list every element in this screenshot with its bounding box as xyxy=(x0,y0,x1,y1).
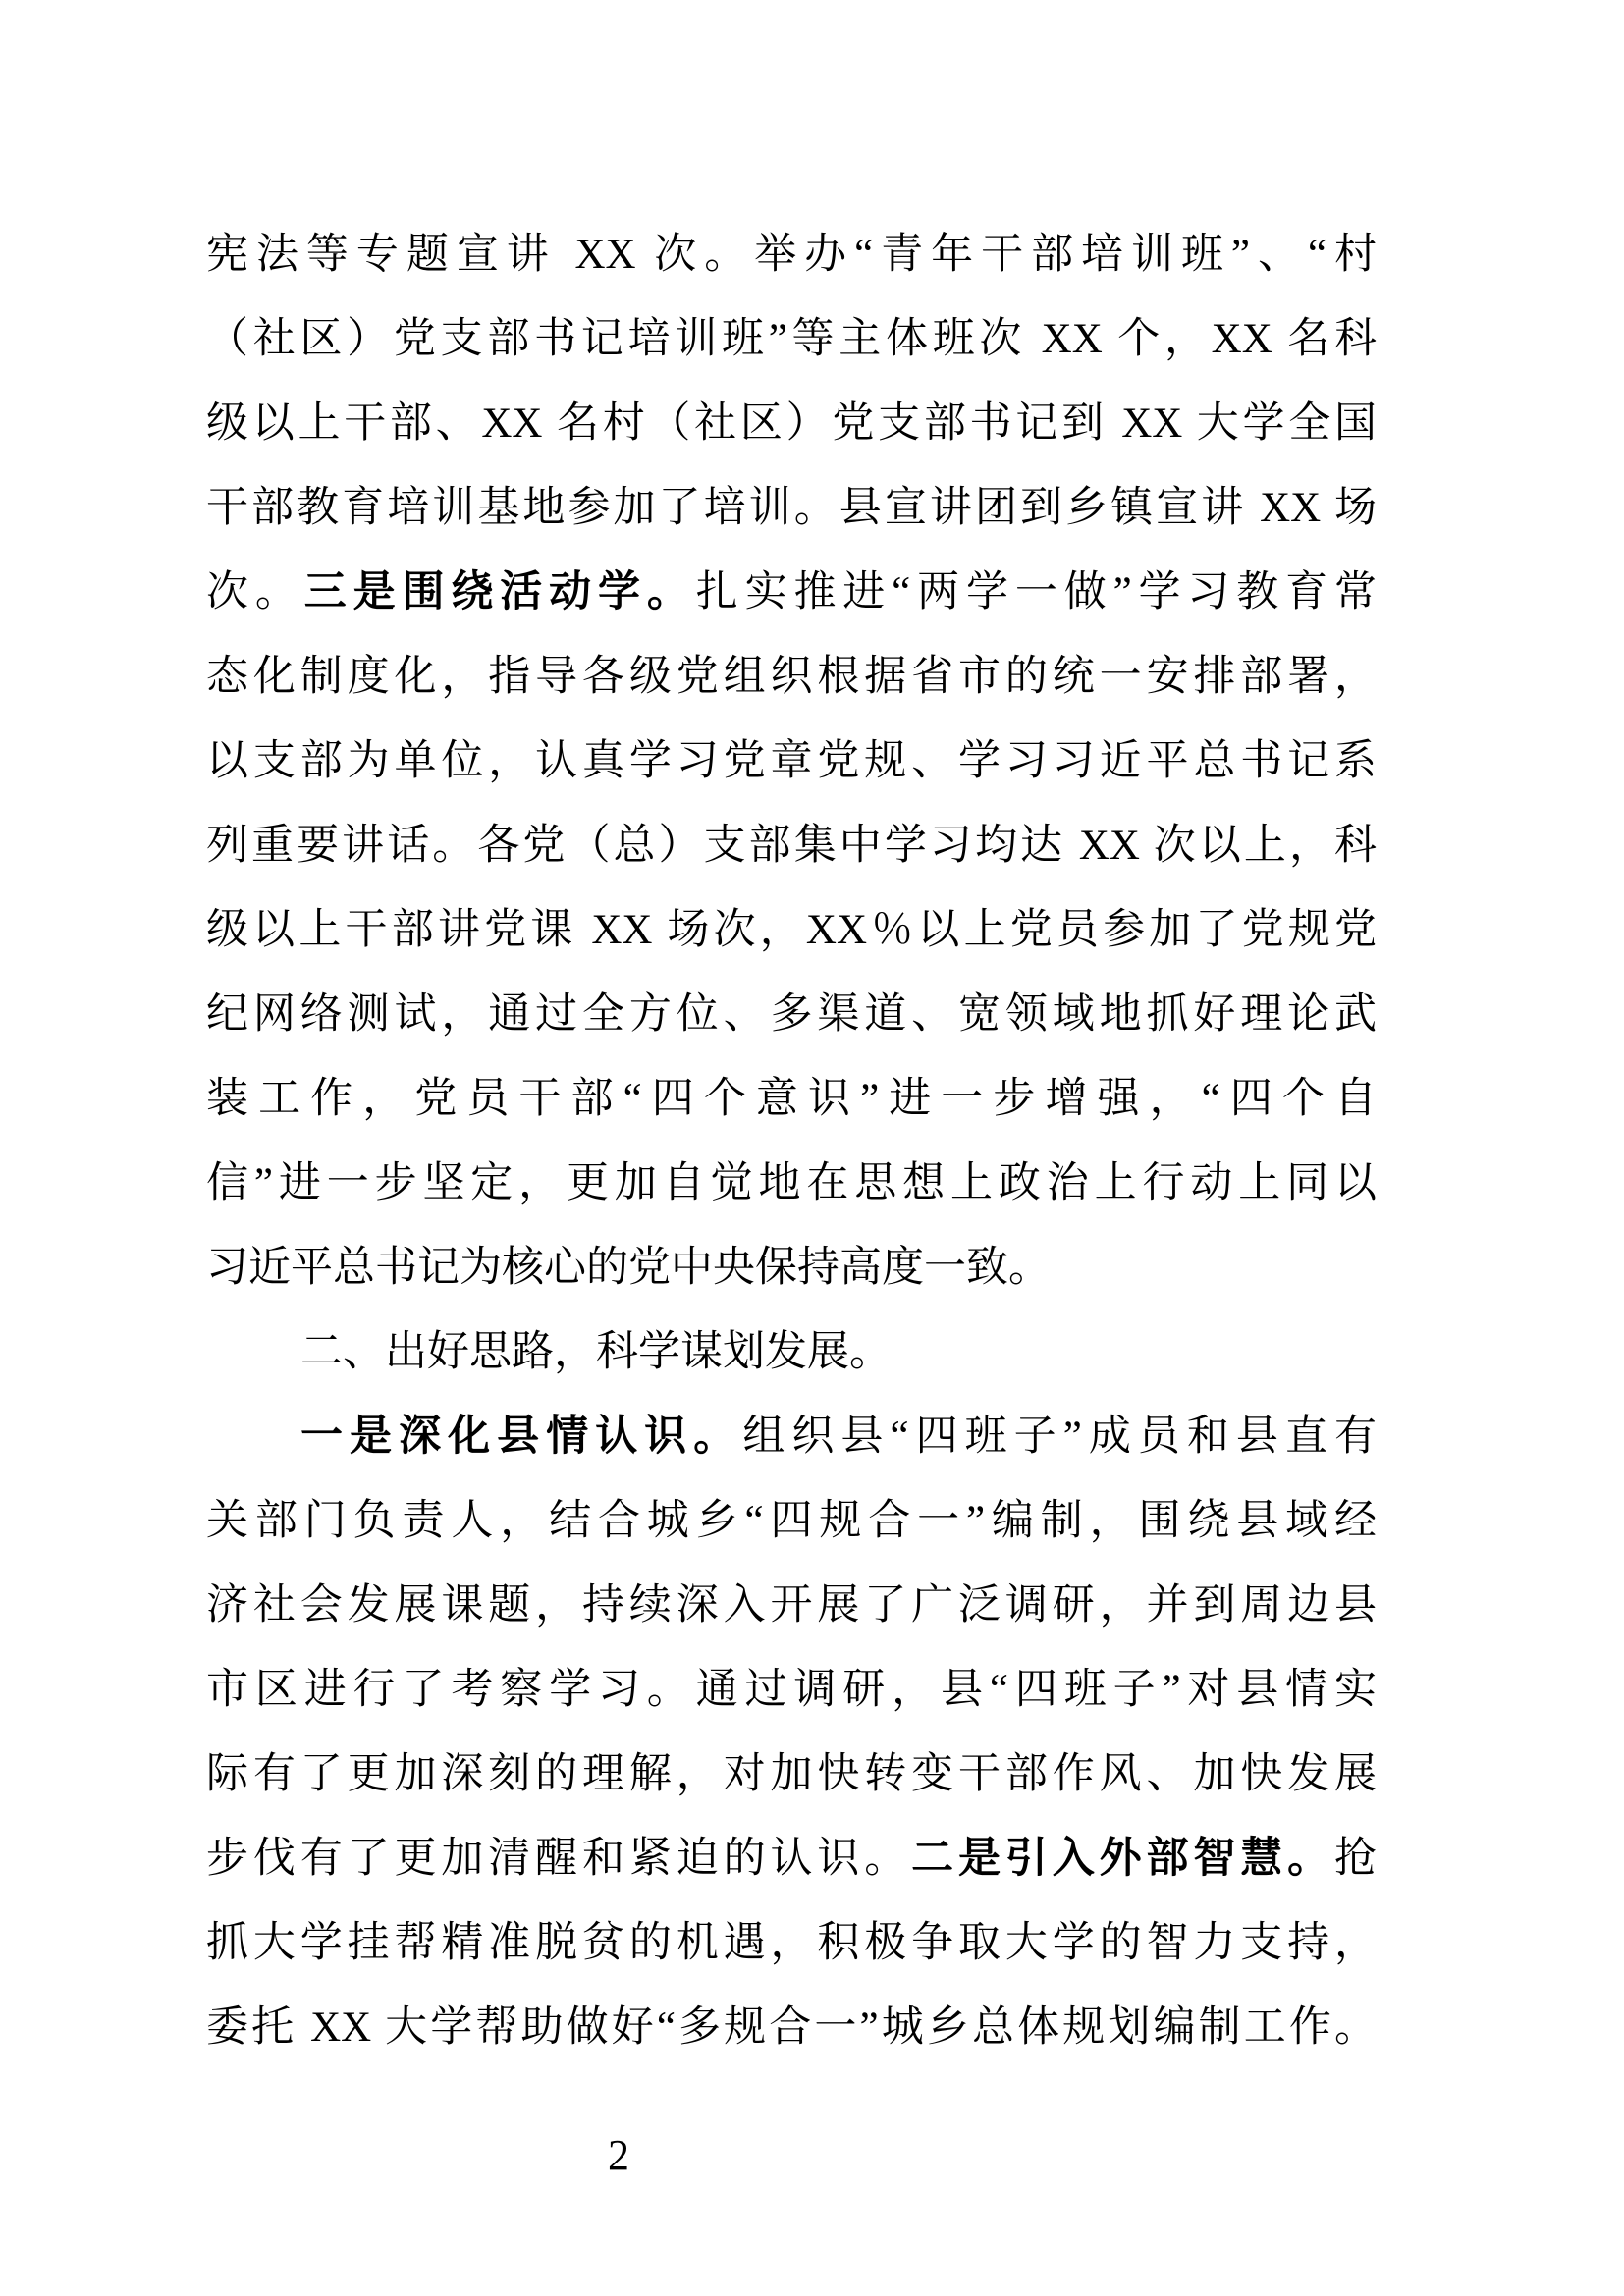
text-segment: 步伐有了更加清醒和紧迫的认识。 xyxy=(206,1836,912,1882)
text-segment: 扎实推进“两学一做”学习教育常 xyxy=(695,569,1378,615)
text-line xyxy=(206,1817,1377,1901)
text-segment: 装工作，党员干部“四个意识”进一步增强，“四个自 xyxy=(206,1076,1377,1122)
text-line xyxy=(206,297,1377,382)
text-segment: 级以上干部讲党课 XX 场次，XX％以上党员参加了党规党 xyxy=(206,907,1377,953)
text-segment: 委托 XX 大学帮助做好“多规合一”城乡总体规划编制工作。 xyxy=(206,2004,1377,2051)
text-segment: 纪网络测试，通过全方位、多渠道、宽领域地抓好理论武 xyxy=(206,991,1377,1038)
bold-text-segment: 一是深化县情认识。 xyxy=(300,1414,743,1460)
text-line xyxy=(206,1733,1377,1817)
text-line xyxy=(206,1564,1377,1648)
text-segment: 列重要讲话。各党（总）支部集中学习均达 XX 次以上，科 xyxy=(206,823,1377,869)
text-segment: 抢 xyxy=(1334,1836,1377,1882)
text-segment: 信”进一步坚定，更加自觉地在思想上政治上行动上同以 xyxy=(206,1160,1377,1206)
text-segment: 态化制度化，指导各级党组织根据省市的统一安排部署， xyxy=(206,654,1377,700)
text-line xyxy=(206,973,1377,1057)
text-line xyxy=(206,1057,1377,1142)
text-line xyxy=(206,551,1377,635)
text-segment: 以支部为单位，认真学习党章党规、学习习近平总书记系 xyxy=(206,738,1377,784)
text-line xyxy=(206,1142,1377,1226)
text-line xyxy=(206,1901,1377,1986)
text-line xyxy=(206,1986,1377,2070)
text-segment: 市区进行了考察学习。通过调研，县“四班子”对县情实 xyxy=(206,1667,1377,1713)
text-segment: 习近平总书记为核心的党中央保持高度一致。 xyxy=(206,1245,1051,1291)
text-line xyxy=(206,1648,1377,1733)
text-line xyxy=(206,888,1377,973)
bold-text-segment: 二是引入外部智慧。 xyxy=(911,1836,1334,1882)
text-segment: 宪法等专题宣讲 XX 次。举办“青年干部培训班”、“村 xyxy=(206,232,1377,278)
text-line xyxy=(206,1395,1377,1479)
text-segment: 际有了更加深刻的理解，对加快转变干部作风、加快发展 xyxy=(206,1751,1377,1797)
document-body xyxy=(206,213,1377,2070)
text-line xyxy=(206,720,1377,804)
text-segment: 二、出好思路，科学谋划发展。 xyxy=(300,1329,892,1375)
text-line xyxy=(206,635,1377,720)
text-segment: 次。 xyxy=(206,569,304,615)
text-line xyxy=(206,213,1377,297)
text-line xyxy=(206,382,1377,466)
text-segment: （社区）党支部书记培训班”等主体班次 XX 个，XX 名科 xyxy=(206,316,1377,362)
text-line xyxy=(206,1226,1377,1310)
text-segment: 抓大学挂帮精准脱贫的机遇，积极争取大学的智力支持， xyxy=(206,1920,1377,1966)
text-line xyxy=(206,804,1377,888)
bold-text-segment: 三是围绕活动学。 xyxy=(303,569,696,615)
text-segment: 济社会发展课题，持续深入开展了广泛调研，并到周边县 xyxy=(206,1582,1377,1629)
text-line xyxy=(206,1479,1377,1564)
text-segment: 干部教育培训基地参加了培训。县宣讲团到乡镇宣讲 XX 场 xyxy=(206,485,1377,531)
page-number: 2 xyxy=(608,2131,629,2179)
text-segment: 组织县“四班子”成员和县直有 xyxy=(742,1414,1378,1460)
text-line xyxy=(206,1310,1377,1395)
text-segment: 关部门负责人，结合城乡“四规合一”编制，围绕县域经 xyxy=(206,1498,1377,1544)
text-segment: 级以上干部、XX 名村（社区）党支部书记到 XX 大学全国 xyxy=(206,400,1377,447)
text-line xyxy=(206,466,1377,551)
